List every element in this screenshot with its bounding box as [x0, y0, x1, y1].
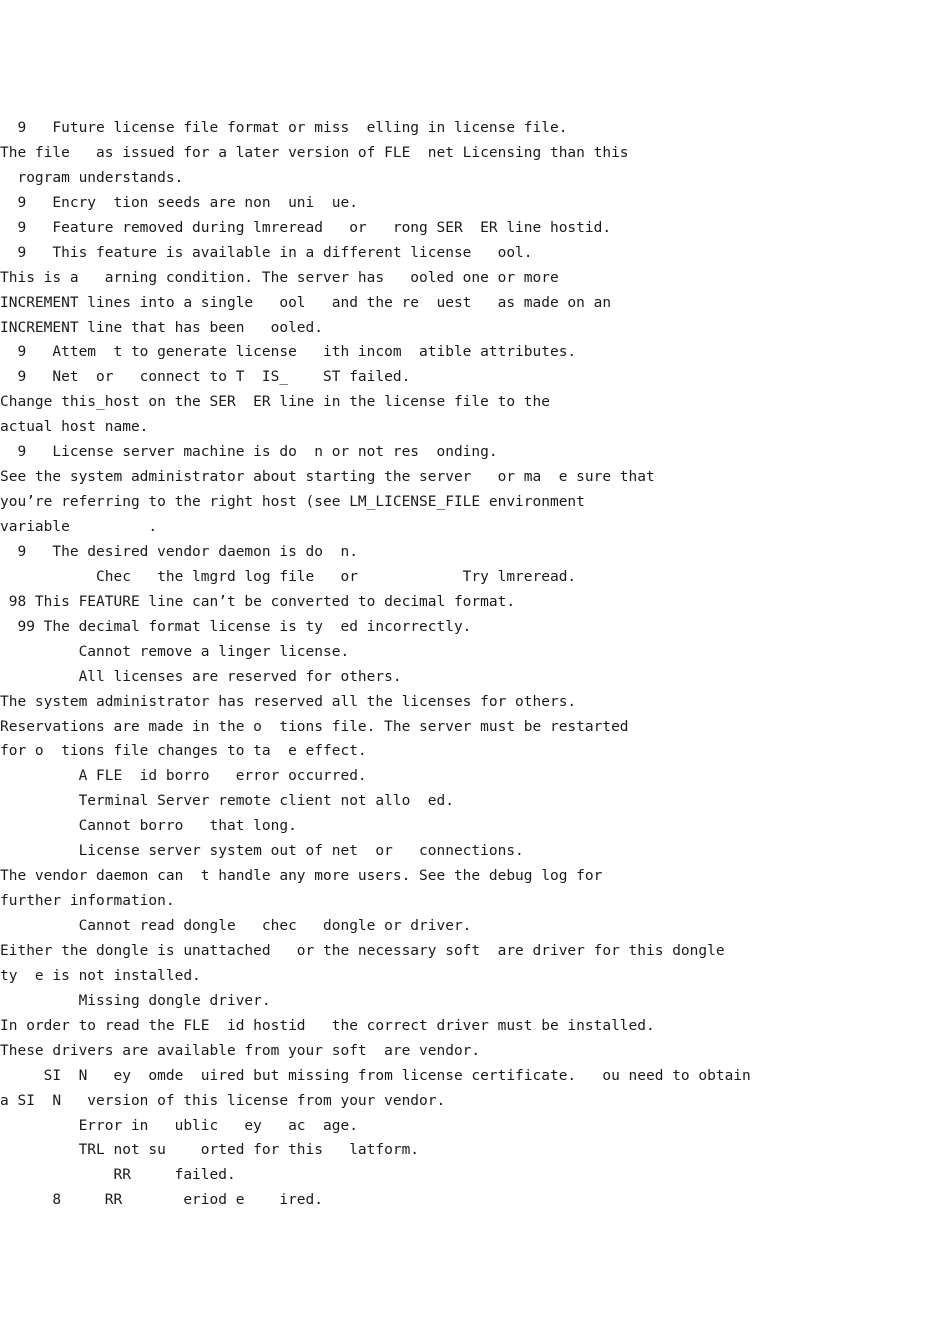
text-line: 9 This feature is available in a different license ool.: [0, 244, 533, 261]
text-line: further information.: [0, 893, 175, 910]
text-line: All licenses are reserved for others.: [0, 668, 402, 685]
text-line: INCREMENT lines into a single ool and the re uest as made on an: [0, 294, 612, 311]
text-line: See the system administrator about starting the server or ma e sure that: [0, 469, 655, 486]
text-line: Chec the lmgrd log file or Try lmreread.: [0, 568, 577, 585]
text-line: 9 Attem t to generate license ith incom atible attributes.: [0, 344, 577, 361]
text-line: Cannot borro that long.: [0, 818, 297, 835]
text-line: Cannot read dongle chec dongle or driver.: [0, 918, 472, 934]
text-line: ty e is not installed.: [0, 967, 201, 984]
document-body: [0, 116, 950, 1213]
text-line: INCREMENT line that has been ooled.: [0, 319, 324, 336]
text-line: A FLE id borro error occurred.: [0, 768, 367, 785]
text-line: Either the dongle is unattached or the necessary soft are driver for this dongle: [0, 942, 725, 959]
text-line: for o tions file changes to ta e effect.: [0, 743, 367, 760]
text-line: 9 Future license file format or miss elling in license file.: [0, 120, 568, 136]
text-line: The file as issued for a later version of FLE net Licensing than this: [0, 144, 629, 161]
text-line: 8 RR eriod e ired.: [0, 1192, 324, 1209]
text-line: 98 This FEATURE line can’t be converted to decimal format.: [0, 593, 516, 610]
text-line: Change this_host on the SER ER line in the license file to the: [0, 394, 550, 411]
text-line: 9 License server machine is do n or not res onding.: [0, 444, 498, 461]
text-line: License server system out of net or connections.: [0, 843, 524, 860]
text-line: 99 The decimal format license is ty ed incorrectly.: [0, 618, 472, 635]
text-line: These drivers are available from your soft are vendor.: [0, 1042, 481, 1059]
text-line: In order to read the FLE id hostid the correct driver must be installed.: [0, 1017, 655, 1034]
text-line: 9 The desired vendor daemon is do n.: [0, 543, 358, 560]
text-line: Terminal Server remote client not allo ed.: [0, 793, 454, 810]
text-line: 9 Encry tion seeds are non uni ue.: [0, 194, 358, 211]
text-line: Error in ublic ey ac age.: [0, 1117, 358, 1134]
text-line: 9 Net or connect to T IS_ ST failed.: [0, 369, 411, 386]
text-line: TRL not su orted for this latform.: [0, 1142, 420, 1159]
text-line: The system administrator has reserved all the licenses for others.: [0, 693, 577, 710]
text-line: actual host name.: [0, 419, 149, 436]
text-line: The vendor daemon can t handle any more users. See the debug log for: [0, 868, 603, 885]
text-line: you’re referring to the right host (see LM_LICENSE_FILE environment: [0, 494, 585, 511]
text-line: SI N ey omde uired but missing from license certificate. ou need to obtain: [0, 1067, 751, 1084]
text-line: rogram understands.: [0, 169, 184, 186]
text-line: Reservations are made in the o tions file. The server must be restarted: [0, 718, 629, 735]
text-line: 9 Feature removed during lmreread or rong SER ER line hostid.: [0, 219, 612, 236]
text-line: variable .: [0, 519, 158, 535]
text-line: This is a arning condition. The server has ooled one or more: [0, 269, 559, 286]
text-line: Missing dongle driver.: [0, 992, 271, 1009]
text-line: RR failed.: [0, 1167, 236, 1184]
text-line: a SI N version of this license from your vendor.: [0, 1092, 446, 1109]
text-line: Cannot remove a linger license.: [0, 643, 350, 660]
